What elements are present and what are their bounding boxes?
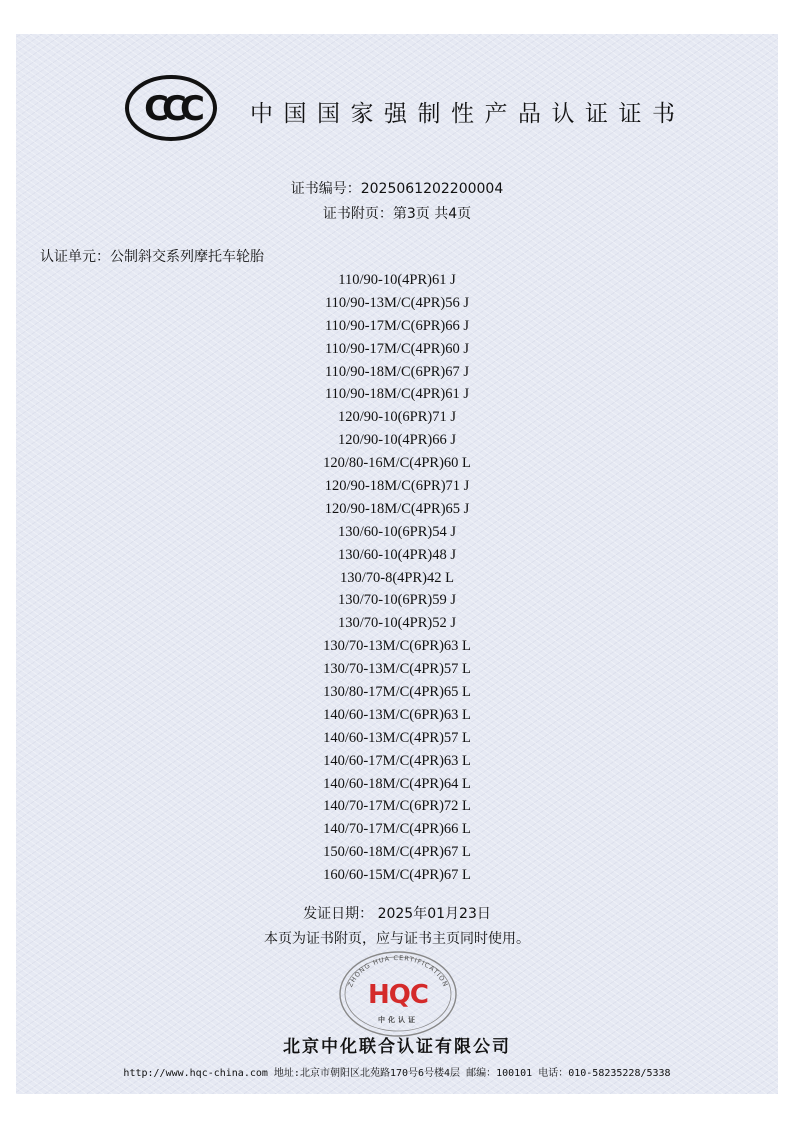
hqc-seal <box>336 948 460 1038</box>
model-item: 130/70-10(4PR)52 J <box>337 615 457 632</box>
model-item: 130/70-13M/C(4PR)57 L <box>323 661 471 678</box>
model-item: 130/70-8(4PR)42 L <box>340 569 454 586</box>
issue-date: 发证日期： 2025年01月23日 <box>303 906 491 922</box>
model-list <box>0 269 794 887</box>
footer-contact: http://www.hqc-china.com 地址:北京市朝阳区北苑路170号6号楼4层 邮编：100101 电话：010-58235228/5338 <box>123 1068 671 1079</box>
seal-arc-text: ZHONG HUA CERTIFICATION <box>346 953 450 989</box>
model-item: 140/70-17M/C(4PR)66 L <box>323 821 471 838</box>
model-item: 140/60-13M/C(4PR)57 L <box>323 729 471 746</box>
ccc-logo <box>124 74 218 142</box>
seal-logo-text: HQC <box>368 980 428 1010</box>
model-item: 120/80-16M/C(4PR)60 L <box>323 455 471 472</box>
appendix-note: 本页为证书附页，应与证书主页同时使用。 <box>264 931 530 947</box>
model-item: 140/60-13M/C(6PR)63 L <box>323 706 471 723</box>
certificate-title: 中国国家强制性产品认证证书 <box>250 101 686 127</box>
model-item: 150/60-18M/C(4PR)67 L <box>323 844 471 861</box>
model-item: 140/60-17M/C(4PR)63 L <box>323 752 471 769</box>
model-item: 130/70-10(6PR)59 J <box>337 592 457 609</box>
certificate-number: 证书编号：2025061202200004 <box>290 181 504 197</box>
model-item: 120/90-18M/C(4PR)65 J <box>324 500 470 517</box>
appendix-page: 证书附页：第3页 共4页 <box>322 206 472 222</box>
model-item: 140/60-18M/C(4PR)64 L <box>323 775 471 792</box>
model-item: 160/60-15M/C(4PR)67 L <box>323 867 471 884</box>
model-item: 120/90-10(6PR)71 J <box>337 409 457 426</box>
model-item: 110/90-10(4PR)61 J <box>338 272 456 288</box>
company-name: 北京中化联合认证有限公司 <box>283 1037 511 1057</box>
model-item: 110/90-17M/C(4PR)60 J <box>324 340 470 357</box>
model-item: 110/90-18M/C(4PR)61 J <box>324 386 470 403</box>
seal-bottom-text: 中化认证 <box>378 1015 418 1024</box>
model-item: 110/90-18M/C(6PR)67 J <box>324 363 470 380</box>
model-item: 140/70-17M/C(6PR)72 L <box>323 798 471 815</box>
model-item: 130/80-17M/C(4PR)65 L <box>323 684 471 701</box>
model-item: 120/90-18M/C(6PR)71 J <box>324 478 470 495</box>
certification-unit: 认证单元：公制斜交系列摩托车轮胎 <box>40 249 264 265</box>
model-item: 110/90-13M/C(4PR)56 J <box>324 294 470 311</box>
ccc-logo-text: CCC <box>144 89 198 129</box>
model-item: 120/90-10(4PR)66 J <box>337 432 457 449</box>
model-item: 110/90-17M/C(6PR)66 J <box>324 317 470 334</box>
model-item: 130/70-13M/C(6PR)63 L <box>323 638 471 655</box>
model-item: 130/60-10(6PR)54 J <box>337 523 457 540</box>
model-item: 130/60-10(4PR)48 J <box>337 546 457 563</box>
